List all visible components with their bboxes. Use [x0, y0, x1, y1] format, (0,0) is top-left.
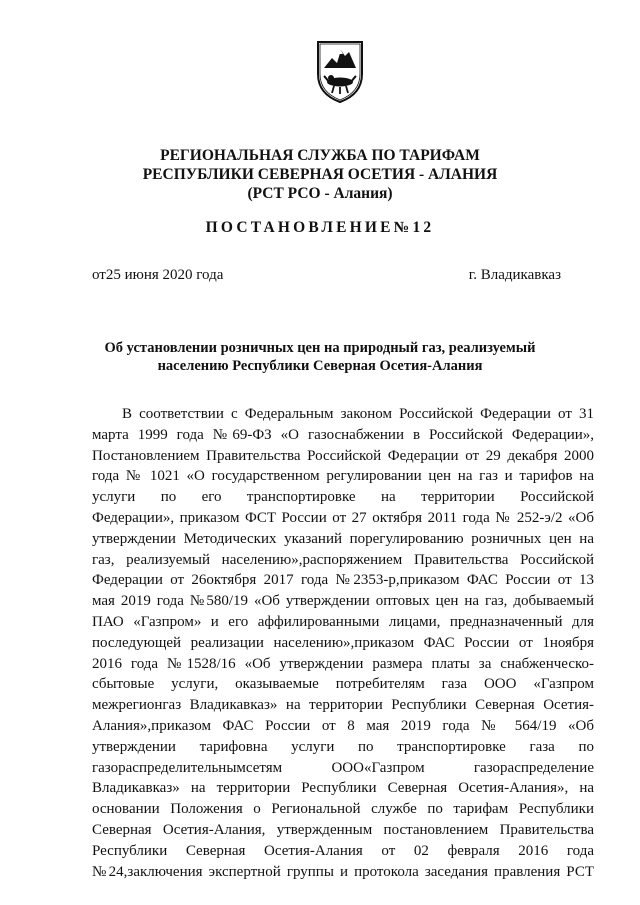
- org-abbreviation: (РСТ РСО - Алания): [247, 185, 393, 202]
- body-line: В соответствии с Федеральным законом Российской Федерации от 31: [122, 406, 594, 422]
- body-line: ПАО «Газпром» и его аффилированными лицами, предназначенный для: [92, 613, 594, 630]
- body-line: газораспределительнымсетям ООО«Газпром газораспределение: [92, 759, 594, 776]
- body-line: последующей реализации населению»,приказом ФАС России от 1ноября: [92, 634, 594, 651]
- body-line: мая 2019 года №580/19 «Об утверждении оптовых цен на газ, добываемый: [92, 593, 594, 610]
- body-line: утверждении тарифовна услуги по транспортировке газа по: [92, 738, 594, 755]
- body-line: №24,заключения экспертной группы и протокола заседания правления РСТ: [92, 863, 594, 880]
- body-line: газ, реализуемый населению»,распоряжением Правительства Российской: [92, 551, 594, 568]
- org-name-line-2: РЕСПУБЛИКИ СЕВЕРНАЯ ОСЕТИЯ - АЛАНИЯ: [142, 166, 498, 183]
- subject-line-2: населению Республики Северная Осетия-Алания: [157, 358, 483, 374]
- body-line: Владикавказ» на территории Республики Северная Осетия-Алания», на: [92, 780, 594, 797]
- body-line: Северная Осетия-Алания, утвержденным постановлением Правительства: [92, 821, 594, 838]
- coat-of-arms-emblem: [314, 38, 366, 104]
- body-line: Федерации», приказом ФСТ России от 27 октября 2011 года № 252-э/2 «Об: [92, 509, 594, 526]
- body-line: основании Положения о Региональной службе по тарифам Республики: [92, 801, 594, 818]
- document-date: от25 июня 2020 года: [92, 267, 224, 283]
- body-line: Постановлением Правительства Российской Федерации от 29 декабря 2000: [92, 447, 594, 464]
- subject-line-1: Об установлении розничных цен на природный газ, реализуемый: [104, 340, 536, 356]
- document-city: г. Владикавказ: [468, 267, 561, 283]
- body-line: утверждении Методических указаний порегулированию розничных цен на: [92, 530, 594, 547]
- body-line: года № 1021 «О государственном регулировании цен на газ и тарифов на: [92, 468, 594, 485]
- body-line: сбытовые услуги, оказываемые потребителям газа ООО «Газпром: [92, 676, 594, 693]
- body-line: 2016 года №1528/16 «Об утверждении размера платы за снабженческо-: [92, 655, 594, 672]
- document-body: [92, 404, 594, 882]
- body-line: Республики Северная Осетия-Алания от 02 февраля 2016 года: [92, 842, 594, 859]
- document-title: ПОСТАНОВЛЕНИЕ№12: [205, 219, 435, 236]
- body-line: услуги по его транспортировке на территории Российской: [92, 489, 594, 506]
- body-line: марта 1999 года №69-ФЗ «О газоснабжении в Российской Федерации»,: [92, 426, 594, 443]
- org-name-line-1: РЕГИОНАЛЬНАЯ СЛУЖБА ПО ТАРИФАМ: [160, 147, 480, 164]
- body-line: Федерации от 26октября 2017 года №2353-р,приказом ФАС России от 13: [92, 572, 594, 589]
- body-line: межрегионгаз Владикавказ» на территории Республики Северная Осетия-: [92, 697, 594, 714]
- body-line: Алания»,приказом ФАС России от 8 мая 2019 года № 564/19 «Об: [92, 717, 594, 734]
